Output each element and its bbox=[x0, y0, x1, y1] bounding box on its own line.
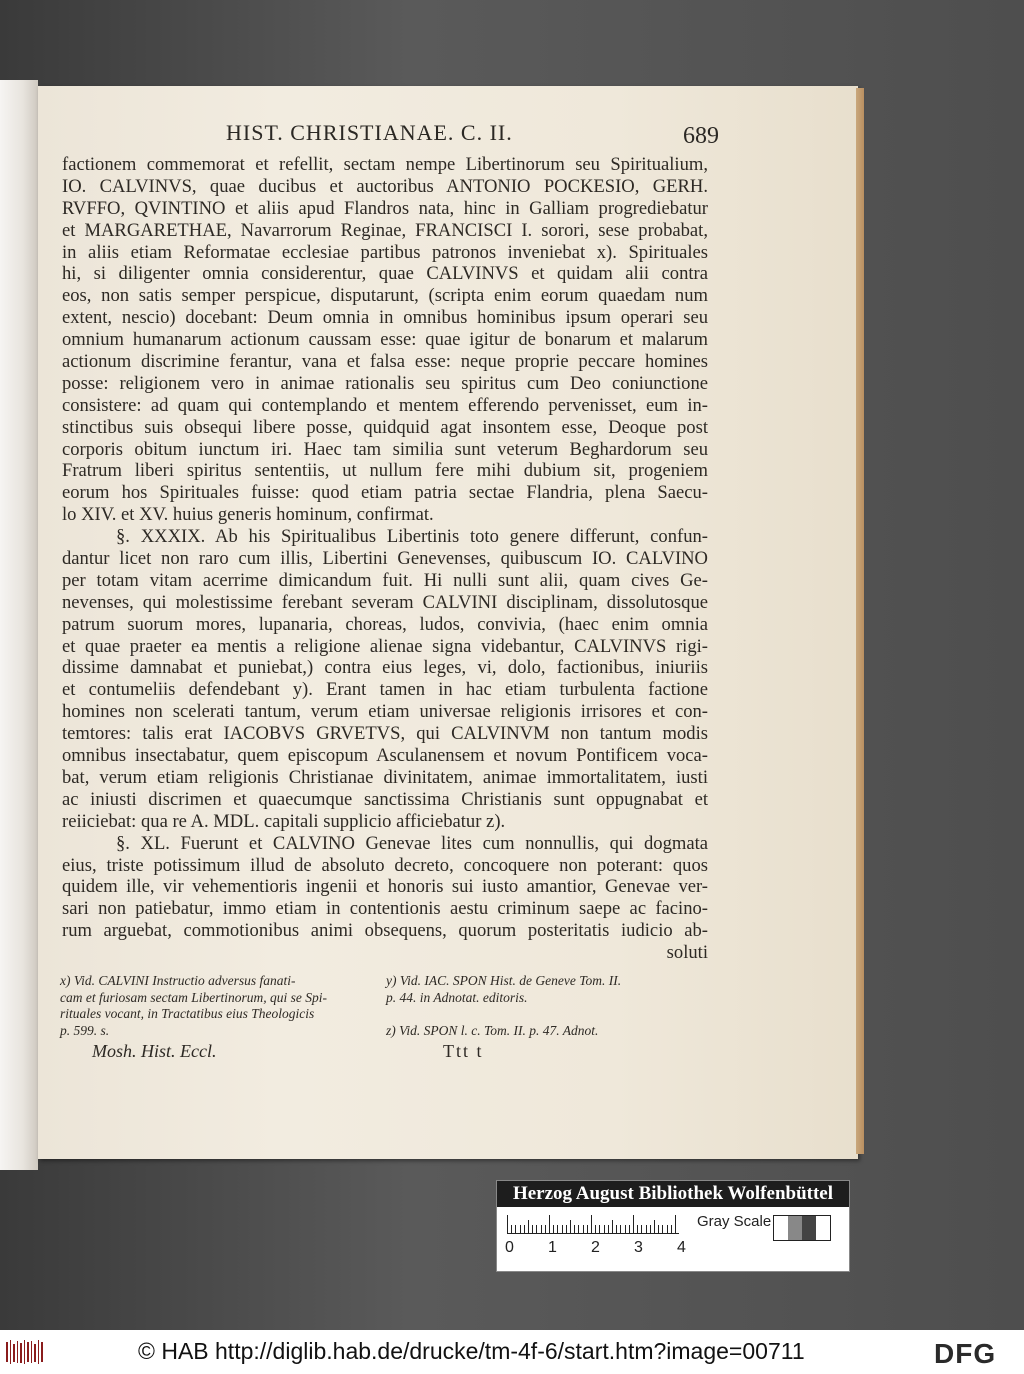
ruler-tick bbox=[541, 1225, 542, 1233]
ruler-tick bbox=[511, 1225, 512, 1233]
text-line: extent, nescio) docebant: Deum omnia in omnibus hominibus ipsum operari seu bbox=[62, 307, 708, 329]
ruler-tick bbox=[528, 1220, 529, 1233]
ruler-tick bbox=[553, 1225, 554, 1233]
copyright-link[interactable]: © HAB http://diglib.hab.de/drucke/tm-4f-6/start.htm?image=00711 bbox=[138, 1338, 805, 1364]
text-line: consistere: ad quam qui contemplando et mentem efferendo pervenisset, eum in- bbox=[62, 394, 708, 416]
running-head: HIST. CHRISTIANAE. C. II. bbox=[226, 120, 513, 145]
footnote-column-left bbox=[60, 973, 360, 1039]
ruler-number: 2 bbox=[591, 1239, 600, 1256]
text-line: reiiciebat: qua re A. MDL. capitali supplicio afficiebatur z). bbox=[62, 810, 506, 832]
text-line: soluti bbox=[666, 942, 708, 964]
page-number: 689 bbox=[683, 123, 719, 149]
text-line: RVFFO, QVINTINO et aliis apud Flandros nata, hinc in Galliam progrediebatur bbox=[62, 197, 708, 219]
ruler-tick bbox=[604, 1225, 605, 1233]
ruler-tick bbox=[599, 1225, 600, 1233]
ruler-tick bbox=[557, 1225, 558, 1233]
ruler-number: 0 bbox=[505, 1239, 514, 1256]
ruler-tick bbox=[633, 1215, 634, 1233]
ruler-tick bbox=[646, 1225, 647, 1233]
text-line: patrum suorum mores, lupanaria, choreas, ludos, convivia, (haec enim omnia bbox=[62, 613, 708, 635]
page-edge bbox=[856, 88, 864, 1154]
text-line: §. XXXIX. Ab his Spiritualibus Libertinis toto genere differunt, confun- bbox=[116, 526, 708, 548]
text-line: actionum discrimine ferantur, vana et falsa esse: neque proprie peccare homines bbox=[62, 351, 708, 373]
text-line: IO. CALVINVS, quae ducibus et auctoribus ANTONIO POCKESIO, GERH. bbox=[62, 175, 708, 197]
ruler-tick bbox=[591, 1215, 592, 1233]
ruler-tick bbox=[662, 1225, 663, 1233]
hab-logo-icon bbox=[6, 1338, 46, 1366]
scale-ruler bbox=[507, 1215, 679, 1234]
ruler-number: 3 bbox=[634, 1239, 643, 1256]
footnote-line: p. 599. s. bbox=[60, 1022, 110, 1038]
ruler-tick bbox=[637, 1225, 638, 1233]
ruler-tick bbox=[520, 1225, 521, 1233]
text-line: dissime damnabat et puniebat,) contra eius leges, vi, dolo, factionibus, iniuriis bbox=[62, 657, 708, 679]
ruler-tick bbox=[616, 1225, 617, 1233]
grayscale-label: Gray Scale bbox=[697, 1213, 772, 1230]
ruler-tick bbox=[574, 1225, 575, 1233]
text-line: et contumeliis defendebant y). Erant tamen in hac etiam turbulenta factione bbox=[62, 679, 708, 701]
text-line: nevenses, qui molestissime ferebant severam CALVINI disciplinam, dissolutosque bbox=[62, 591, 708, 613]
text-line: temtores: talis erat IACOBVS GRVETVS, qui CALVINVM non tantum modis bbox=[62, 723, 708, 745]
text-line: Fratrum liberi spiritus sententiis, ut nullum fere mihi dubium sit, progeniem bbox=[62, 460, 708, 482]
signature-mark: Ttt t bbox=[443, 1041, 484, 1061]
ruler-tick bbox=[532, 1225, 533, 1233]
text-line: hi, si diligenter omnia considerentur, quae CALVINVS et quidam alii contra bbox=[62, 263, 708, 285]
text-line: eos, non satis semper perspicue, disputarunt, (scripta enim eorum quaedam num bbox=[62, 285, 708, 307]
body-text bbox=[62, 154, 708, 964]
ruler-tick bbox=[566, 1225, 567, 1233]
footnote-line: y) Vid. IAC. SPON Hist. de Geneve Tom. II. bbox=[386, 973, 622, 988]
ruler-tick bbox=[536, 1225, 537, 1233]
text-line: et quae praeter ea mentis a religione alienae signa videbantur, CALVINVS rigi- bbox=[62, 635, 708, 657]
text-line: quidem ille, vir vehementioris ingenii et honoris sui iusto amantior, Genevae ver- bbox=[62, 876, 708, 898]
text-line: factionem commemorat et refellit, sectam nempe Libertinorum seu Spiritualium, bbox=[62, 154, 708, 175]
previous-page-edge bbox=[0, 80, 38, 1170]
footnote-line bbox=[386, 1006, 716, 1023]
text-line: omnibus insectabatur, quem episcopum Asculanensem et novum Pontificem voca- bbox=[62, 745, 708, 767]
ruler-tick bbox=[629, 1225, 630, 1233]
ruler-tick bbox=[620, 1225, 621, 1233]
text-line: et MARGARETHAE, Navarrorum Reginae, FRANCISCI I. sorori, sese probabat, bbox=[62, 219, 708, 241]
ruler-tick bbox=[587, 1225, 588, 1233]
ruler-tick bbox=[570, 1220, 571, 1233]
ruler-tick bbox=[595, 1225, 596, 1233]
text-line: corporis obitum iunctum iri. Haec tam similia sunt veterum Beghardorum seu bbox=[62, 438, 708, 460]
text-line: eius, triste potissimum illud de absoluto decreto, concoquere non poterant: quos bbox=[62, 854, 708, 876]
ruler-tick bbox=[583, 1225, 584, 1233]
ruler-tick bbox=[654, 1220, 655, 1233]
footer-bar bbox=[0, 1330, 1024, 1374]
text-line: bat, verum etiam religionis Christianae divinitatem, animae immortalitatem, iusti bbox=[62, 766, 708, 788]
footnote-line: x) Vid. CALVINI Instructio adversus fanati- bbox=[60, 973, 296, 988]
text-line: dantur licet non raro cum illis, Libertini Genevenses, quibuscum IO. CALVINO bbox=[62, 548, 708, 570]
library-name: Herzog August Bibliothek Wolfenbüttel bbox=[497, 1181, 849, 1207]
text-line: rum arguebat, commotionibus animi obsequens, quorum posteritatis iudicio ab- bbox=[62, 920, 708, 942]
text-line: per totam vitam acerrime dimicandum fuit. Hi nulli sunt alii, quam cives Ge- bbox=[62, 569, 708, 591]
ruler-tick bbox=[625, 1225, 626, 1233]
ruler-tick bbox=[658, 1225, 659, 1233]
footnote-line: cam et furiosam sectam Libertinorum, qui se Spi- bbox=[60, 989, 327, 1005]
footnote-line: p. 44. in Adnotat. editoris. bbox=[386, 989, 528, 1005]
text-line: in aliis etiam Reformatae ecclesiae partibus patronos inveniebat x). Spirituales bbox=[62, 241, 708, 263]
ruler-tick bbox=[641, 1225, 642, 1233]
signature-line: Mosh. Hist. Eccl. bbox=[92, 1041, 217, 1061]
ruler-tick bbox=[578, 1225, 579, 1233]
ruler-tick bbox=[562, 1225, 563, 1233]
text-line: homines non scelerati tantum, verum etiam universae religionis irrisores et con- bbox=[62, 701, 708, 723]
footnote-line: rituales vocant, in Tractatibus eius Theologicis bbox=[60, 1006, 315, 1021]
ruler-tick bbox=[675, 1215, 676, 1233]
text-line: ac iniusti discrimen et quaecumque sanctissima Christianis sunt oppugnabat et bbox=[62, 788, 708, 810]
ruler-tick bbox=[612, 1220, 613, 1233]
ruler-number: 4 bbox=[677, 1239, 686, 1256]
text-line: §. XL. Fuerunt et CALVINO Genevae lites cum nonnullis, qui dogmata bbox=[116, 832, 708, 854]
library-label bbox=[496, 1180, 850, 1272]
text-line: eorum hos Spirituales fuisse: quod etiam patria sectae Flandria, plena Saecu- bbox=[62, 482, 708, 504]
text-line: omnium humanarum actionum caussam esse: quae igitur de bonarum et malarum bbox=[62, 329, 708, 351]
ruler-tick bbox=[650, 1225, 651, 1233]
dfg-logo: DFG bbox=[934, 1338, 997, 1369]
footnote-line: z) Vid. SPON l. c. Tom. II. p. 47. Adnot. bbox=[386, 1022, 599, 1038]
ruler-tick bbox=[507, 1215, 508, 1233]
ruler-tick bbox=[667, 1225, 668, 1233]
ruler-tick bbox=[524, 1225, 525, 1233]
text-line: lo XIV. et XV. huius generis hominum, confirmat. bbox=[62, 504, 434, 526]
grayscale-swatch bbox=[773, 1215, 831, 1241]
text-line: posse: religionem vero in animae rationalis seu spiritus cum Deo coniunctione bbox=[62, 372, 708, 394]
ruler-tick bbox=[608, 1225, 609, 1233]
ruler-number: 1 bbox=[548, 1239, 557, 1256]
ruler-tick bbox=[549, 1215, 550, 1233]
ruler-tick bbox=[515, 1225, 516, 1233]
footnote-column-right bbox=[386, 973, 716, 1039]
ruler-tick bbox=[671, 1225, 672, 1233]
ruler-tick bbox=[545, 1225, 546, 1233]
text-line: stinctibus suis obsequi libere posse, quidquid agat insontem esse, Deoque post bbox=[62, 416, 708, 438]
text-line: sari non patiebatur, immo etiam in contentionis aestu criminum saepe ac facino- bbox=[62, 898, 708, 920]
